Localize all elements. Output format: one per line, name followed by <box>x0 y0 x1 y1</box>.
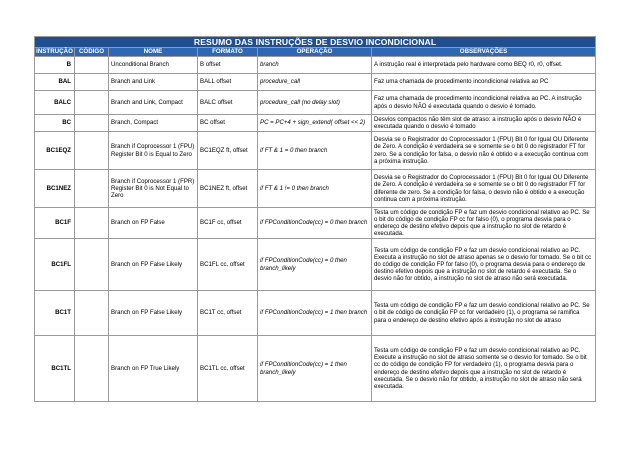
title-row <box>35 37 596 48</box>
header-row <box>35 48 596 57</box>
operation-cell: if FT & 1 = 0 then branch <box>258 132 372 170</box>
instruction-cell: BC1T <box>35 291 75 336</box>
column-header-instruction: INSTRUÇÃO <box>36 48 73 55</box>
code-cell <box>75 239 109 291</box>
format-cell: BC offset <box>198 115 258 132</box>
instruction-cell: BC1NEZ <box>35 170 75 208</box>
name-cell: Branch on FP False Likely <box>109 239 198 291</box>
name-cell: Branch on FP False Likely <box>109 291 198 336</box>
code-cell <box>75 74 109 91</box>
column-header-code: CÓDIGO <box>75 48 109 57</box>
operation-cell: if FPConditionCode(cc) = 1 then branch_likely <box>258 336 372 402</box>
code-cell <box>75 291 109 336</box>
operation-cell: branch <box>258 57 372 74</box>
code-cell <box>75 115 109 132</box>
observation-cell: Faz uma chamada de procedimento incondicional relativa ao PC <box>372 74 596 91</box>
observation-cell: Testa um código de condição FP e faz um desvio condicional relativo ao PC. Se o bit do código de condição FP cc for falso (0), o programa desvia para o endereço de destino efetivo depois que a instrução no slot de retardo é executada. <box>372 208 596 239</box>
column-header-operation: OPERAÇÃO <box>258 48 372 57</box>
format-cell: BC1TL cc, offset <box>198 336 258 402</box>
table-row <box>35 74 596 91</box>
instruction-cell: BC1TL <box>35 336 75 402</box>
code-cell <box>75 336 109 402</box>
operation-cell: if FPConditionCode(cc) = 0 then branch <box>258 208 372 239</box>
name-cell: Branch and Link, Compact <box>109 91 198 115</box>
operation-cell: procedure_call <box>258 74 372 91</box>
operation-cell: if FPConditionCode(cc) = 0 then branch_likely <box>258 239 372 291</box>
table-title: RESUMO DAS INSTRUÇÕES DE DESVIO INCONDICIONAL <box>35 37 596 48</box>
operation-cell: procedure_call (no delay slot) <box>258 91 372 115</box>
table-row <box>35 170 596 208</box>
table-row <box>35 291 596 336</box>
instruction-cell: BC1EQZ <box>35 132 75 170</box>
table-row <box>35 336 596 402</box>
column-header-format: FORMATO <box>198 48 258 57</box>
instruction-cell: BAL <box>35 74 75 91</box>
instruction-cell: BC <box>35 115 75 132</box>
instruction-summary-sheet <box>34 36 595 402</box>
format-cell: BC1F cc, offset <box>198 208 258 239</box>
observation-cell: Faz uma chamada de procedimento incondicional relativa ao PC. A instrução após o desvio NÃO é executada quando o desvio é tomado. <box>372 91 596 115</box>
name-cell: Branch if Coprocessor 1 (FPR) Register Bit 0 is Not Equal to Zero <box>109 170 198 208</box>
column-header-name: NOME <box>109 48 198 57</box>
code-cell <box>75 57 109 74</box>
name-cell: Branch on FP True Likely <box>109 336 198 402</box>
format-cell: BC1FL cc, offset <box>198 239 258 291</box>
instruction-cell: BC1F <box>35 208 75 239</box>
table-row <box>35 239 596 291</box>
observation-cell: Testa um código de condição FP e faz um desvio condicional relativo ao PC. Executa a instrução no slot de atraso apenas se o desvio for tomado. Se o bit cc do código de condição FP for falso (0), o programa desvia para o endereço de destino efetivo depois que a instrução no slot de retardo é executada. Se o desvio não for obtido, a instrução no slot de atraso não será executada. <box>372 239 596 291</box>
code-cell <box>75 132 109 170</box>
format-cell: BALC offset <box>198 91 258 115</box>
table-row <box>35 91 596 115</box>
operation-cell: PC = PC+4 + sign_extend( offset << 2) <box>258 115 372 132</box>
table-row <box>35 57 596 74</box>
name-cell: Branch and Link <box>109 74 198 91</box>
operation-cell: if FT & 1 != 0 then branch <box>258 170 372 208</box>
instruction-cell: BC1FL <box>35 239 75 291</box>
observation-cell: Desvia se o Registrador do Coprocessador 1 (FPU) Bit 0 for Igual OU Diferente de Zero. A condição é verdadeira se e somente se o bit 0 do registrador FT for diferente de zero. Se a condição for falsa, o desvio não é obtido e a execução continua com a próxima instrução. <box>372 170 596 208</box>
instruction-cell: BALC <box>35 91 75 115</box>
observation-cell: Desvios compactos não têm slot de atraso: a instrução após o desvio NÃO é executada quando o desvio é tomado <box>372 115 596 132</box>
name-cell: Branch, Compact <box>109 115 198 132</box>
format-cell: BC1T cc, offset <box>198 291 258 336</box>
table-row <box>35 132 596 170</box>
observation-cell: Desvia se o Registrador do Coprocessador 1 (FPU) Bit 0 for Igual OU Diferente de Zero. A condição é verdadeira se e somente se o bit 0 do registrador FT for zero. Se a condição for falsa, o desvio não é obtido e a execução continua com a próxima instrução. <box>372 132 596 170</box>
observation-cell: Testa um código de condição FP e faz um desvio condicional relativo ao PC. Execute a instrução no slot de atraso somente se o desvio for tomado. Se o bit cc do código de condição FP for verdadeiro (1), o programa desvia para o endereço de destino efetivo depois que a instrução no slot de retardo é executada. Se o desvio não for obtido, a instrução no slot de atraso não será executada. <box>372 336 596 402</box>
format-cell: BALL offset <box>198 74 258 91</box>
branch-instructions-table <box>34 36 596 402</box>
operation-cell: if FPConditionCode(cc) = 1 then branch <box>258 291 372 336</box>
name-cell: Unconditional Branch <box>109 57 198 74</box>
code-cell <box>75 91 109 115</box>
column-header-observations: OBSERVAÇÕES <box>372 48 596 57</box>
code-cell <box>75 170 109 208</box>
table-row <box>35 208 596 239</box>
table-row <box>35 115 596 132</box>
name-cell: Branch if Coprocessor 1 (FPU) Register Bit 0 is Equal to Zero <box>109 132 198 170</box>
format-cell: BC1NEZ ft, offset <box>198 170 258 208</box>
name-cell: Branch on FP False <box>109 208 198 239</box>
format-cell: BC1EQZ ft, offset <box>198 132 258 170</box>
observation-cell: A instrução real é interpretada pelo hardware como BEQ r0, r0, offset. <box>372 57 596 74</box>
observation-cell: Testa um código de condição FP e faz um desvio condicional relativo ao PC. Se o bit de código de condição FP cc for verdadeiro (1), o programa se ramifica para o endereço de destino efetivo após a instrução no slot de atraso <box>372 291 596 336</box>
instruction-cell: B <box>35 57 75 74</box>
code-cell <box>75 208 109 239</box>
format-cell: B offset <box>198 57 258 74</box>
